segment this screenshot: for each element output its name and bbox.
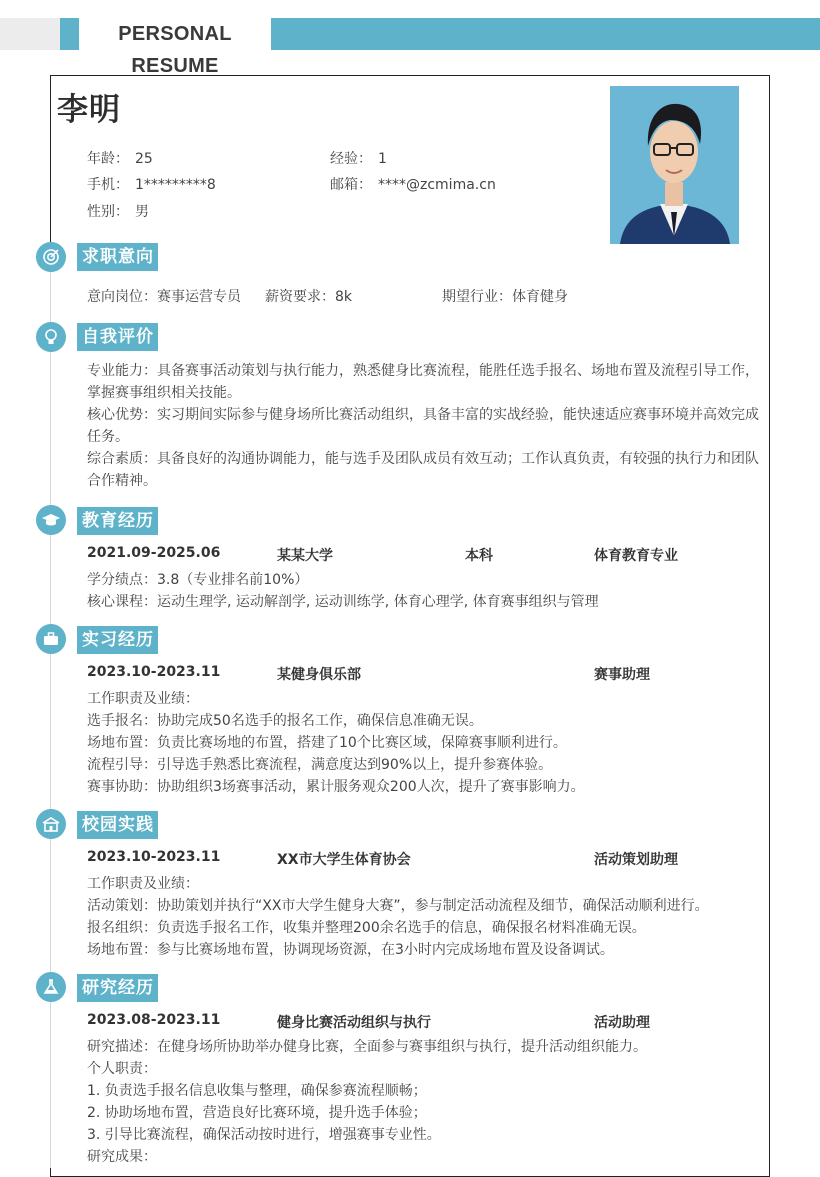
campus-org: XX市大学生体育协会 [277,852,411,868]
education-major: 体育教育专业 [594,548,678,564]
campus-line: 场地布置：参与比赛场地布置，协调现场资源，在3小时内完成场地布置及设备调试。 [87,942,614,958]
research-line: 3. 引导比赛流程，确保活动按时进行，增强赛事专业性。 [87,1127,441,1143]
internship-line: 工作职责及业绩： [87,691,199,707]
gender-value: 男 [135,204,149,220]
section-title-education: 教育经历 [77,507,158,535]
campus-line: 报名组织：负责选手报名工作，收集并整理200余名选手的信息，确保报名材料准确无误。 [87,920,646,936]
internship-role: 赛事助理 [594,667,650,683]
header-bar-right [271,18,820,50]
internship-line: 赛事协助：协助组织3场赛事活动，累计服务观众200人次，提升了赛事影响力。 [87,779,585,795]
section-title-self: 自我评价 [77,323,158,351]
email-value: ****@zcmima.cn [378,177,496,193]
research-line: 研究成果： [87,1149,157,1165]
research-line: 1. 负责选手报名信息收集与整理，确保参赛流程顺畅； [87,1083,427,1099]
internship-date: 2023.10-2023.11 [87,664,221,680]
section-timeline [50,258,51,1168]
education-school: 某某大学 [277,548,333,564]
internship-line: 流程引导：引导选手熟悉比赛流程，满意度达到90%以上，提升参赛体验。 [87,757,553,773]
campus-line: 活动策划：协助策划并执行“XX市大学生健身大赛”，参与制定活动流程及细节，确保活动顺利进行。 [87,898,709,914]
candidate-name: 李明 [57,92,121,128]
email-label: 邮箱： [330,177,372,193]
experience-label: 经验： [330,151,372,167]
intent-position: 意向岗位：赛事运营专员 [87,289,241,305]
education-date: 2021.09-2025.06 [87,545,221,561]
lightbulb-icon [36,322,66,352]
research-topic: 健身比赛活动组织与执行 [277,1015,431,1031]
research-line: 研究描述：在健身场所协助举办健身比赛，全面参与赛事组织与执行，提升活动组织能力。 [87,1039,647,1055]
phone-value: 1*********8 [135,177,216,193]
resume-heading: PERSONAL RESUME [79,18,271,50]
school-building-icon [36,809,66,839]
flask-icon [36,972,66,1002]
phone-label: 手机： [87,177,129,193]
research-date: 2023.08-2023.11 [87,1012,221,1028]
education-courses: 核心课程：运动生理学, 运动解剖学, 运动训练学, 体育心理学, 体育赛事组织与管理 [87,594,599,610]
intent-salary: 薪资要求：8k [265,289,353,305]
research-line: 个人职责： [87,1061,157,1077]
email-field [330,174,496,194]
internship-line: 场地布置：负责比赛场地的布置，搭建了10个比赛区域，保障赛事顺利进行。 [87,735,567,751]
section-title-campus: 校园实践 [77,811,158,839]
profile-photo [610,86,739,244]
self-eval-item: 综合素质：具备良好的沟通协调能力，能与选手及团队成员有效互动；工作认真负责，有较强的执行力和团队合作精神。 [87,451,759,489]
section-title-intent: 求职意向 [77,243,158,271]
experience-field [330,148,387,168]
intent-industry: 期望行业：体育健身 [442,289,568,305]
education-degree: 本科 [465,548,493,564]
gender-field [87,201,149,221]
education-gpa: 学分绩点：3.8（专业排名前10%） [87,572,309,588]
internship-org: 某健身俱乐部 [277,667,361,683]
campus-role: 活动策划助理 [594,852,678,868]
phone-field [87,174,216,194]
graduation-cap-icon [36,505,66,535]
self-eval-item: 核心优势：实习期间实际参与健身场所比赛活动组织，具备丰富的实战经验，能快速适应赛事环境并高效完成任务。 [87,407,759,445]
briefcase-icon [36,624,66,654]
age-field [87,148,153,168]
research-role: 活动助理 [594,1015,650,1031]
header-bar-left [0,18,60,50]
section-title-research: 研究经历 [77,974,158,1002]
campus-date: 2023.10-2023.11 [87,849,221,865]
age-label: 年龄： [87,151,129,167]
target-icon [36,242,66,272]
campus-line: 工作职责及业绩： [87,876,199,892]
self-eval-item: 专业能力：具备赛事活动策划与执行能力，熟悉健身比赛流程，能胜任选手报名、场地布置及流程引导工作，掌握赛事组织相关技能。 [87,363,759,401]
gender-label: 性别： [87,204,129,220]
internship-line: 选手报名：协助完成50名选手的报名工作，确保信息准确无误。 [87,713,483,729]
section-title-internship: 实习经历 [77,626,158,654]
header-bar-accent [60,18,79,50]
age-value: 25 [135,151,153,167]
experience-value: 1 [378,151,387,167]
research-line: 2. 协助场地布置，营造良好比赛环境，提升选手体验； [87,1105,427,1121]
